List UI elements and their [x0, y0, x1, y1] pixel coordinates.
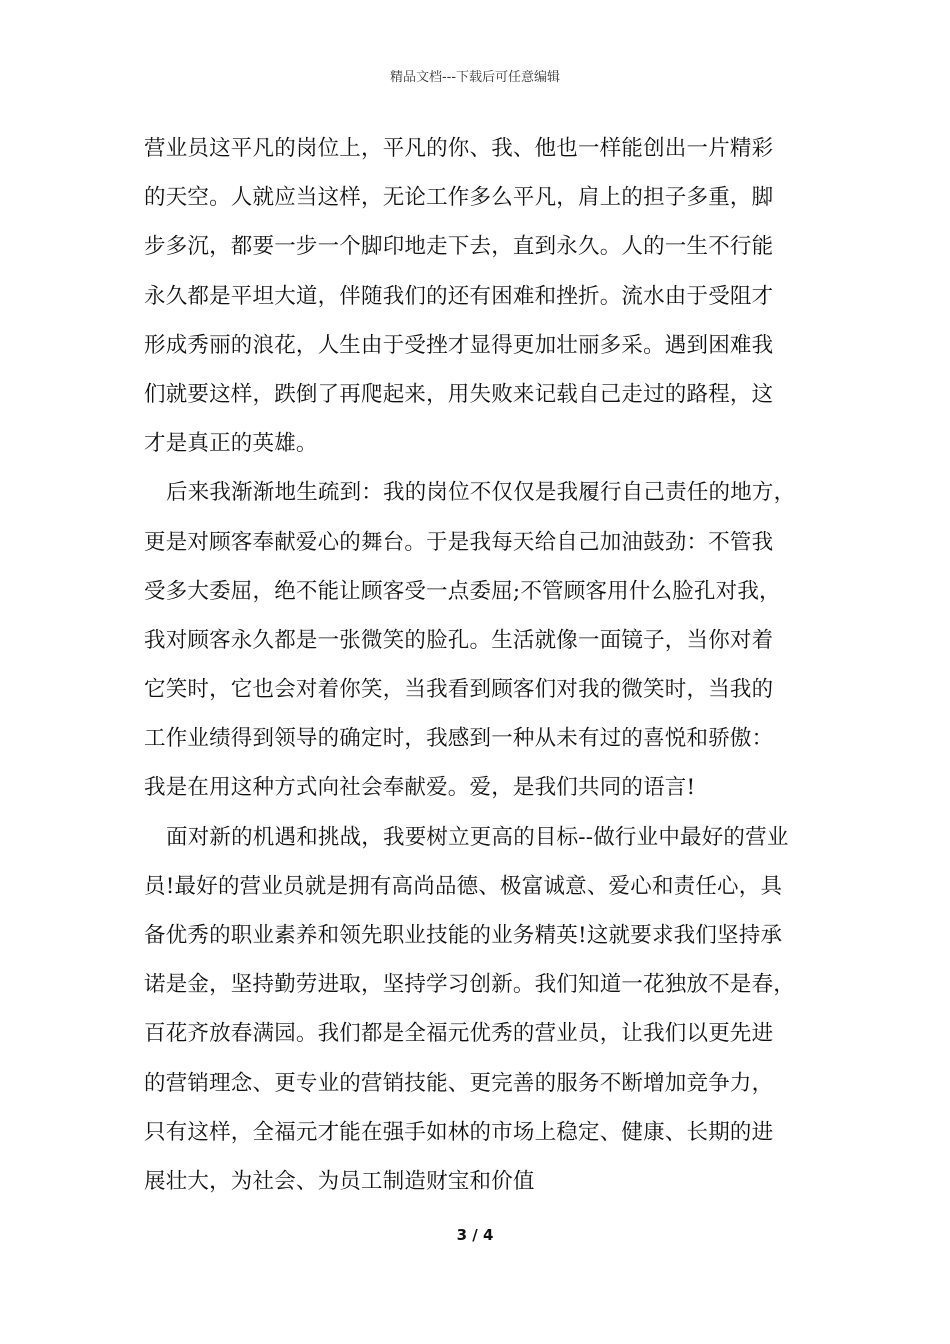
text-line: 百花齐放春满园。我们都是全福元优秀的营业员，让我们以更先进 [144, 1021, 774, 1047]
text-line: 步多沉，都要一步一个脚印地走下去，直到永久。人的一生不行能 [144, 234, 774, 260]
paragraph-start-line: 面对新的机遇和挑战，我要树立更高的目标--做行业中最好的营业 [166, 824, 789, 850]
text-line: 诺是金，坚持勤劳进取，坚持学习创新。我们知道一花独放不是春， [144, 972, 796, 998]
text-line: 受多大委屈，绝不能让顾客受一点委屈;不管顾客用什么脸孔对我， [144, 578, 781, 604]
text-line: 我对顾客永久都是一张微笑的脸孔。生活就像一面镜子，当你对着 [144, 627, 774, 653]
page-header: 精品文档---下载后可任意编辑 [389, 70, 561, 85]
text-line: 我是在用这种方式向社会奉献爱。爱，是我们共同的语言! [144, 775, 696, 801]
text-line: 更是对顾客奉献爱心的舞台。于是我每天给自己加油鼓劲：不管我 [144, 529, 774, 555]
text-line: 的天空。人就应当这样，无论工作多么平凡，肩上的担子多重，脚 [144, 185, 774, 211]
text-line: 工作业绩得到领导的确定时，我感到一种从未有过的喜悦和骄傲： [144, 726, 774, 752]
text-line: 营业员这平凡的岗位上，平凡的你、我、他也一样能创出一片精彩 [144, 136, 774, 161]
text-line: 备优秀的职业素养和领先职业技能的业务精英!这就要求我们坚持承 [144, 923, 783, 948]
text-line: 形成秀丽的浪花，人生由于受挫才显得更加壮丽多采。遇到困难我 [144, 332, 774, 358]
paragraph-start-line: 后来我渐渐地生疏到：我的岗位不仅仅是我履行自己责任的地方， [166, 480, 796, 506]
page-number: 3 / 4 [456, 1226, 494, 1244]
text-line: 们就要这样，跌倒了再爬起来，用失败来记载自己走过的路程，这 [144, 381, 774, 407]
text-line: 展壮大，为社会、为员工制造财宝和价值 [144, 1168, 535, 1194]
text-line: 才是真正的英雄。 [144, 431, 318, 457]
text-line: 的营销理念、更专业的营销技能、更完善的服务不断增加竞争力， [144, 1070, 774, 1096]
text-line: 只有这样，全福元才能在强手如林的市场上稳定、健康、长期的进 [144, 1119, 774, 1145]
document-body [144, 124, 812, 1206]
text-line: 员!最好的营业员就是拥有高尚品德、极富诚意、爱心和责任心，具 [144, 873, 783, 899]
text-line: 它笑时，它也会对着你笑，当我看到顾客们对我的微笑时，当我的 [144, 677, 774, 703]
text-line: 永久都是平坦大道，伴随我们的还有困难和挫折。流水由于受阻才 [144, 283, 774, 309]
